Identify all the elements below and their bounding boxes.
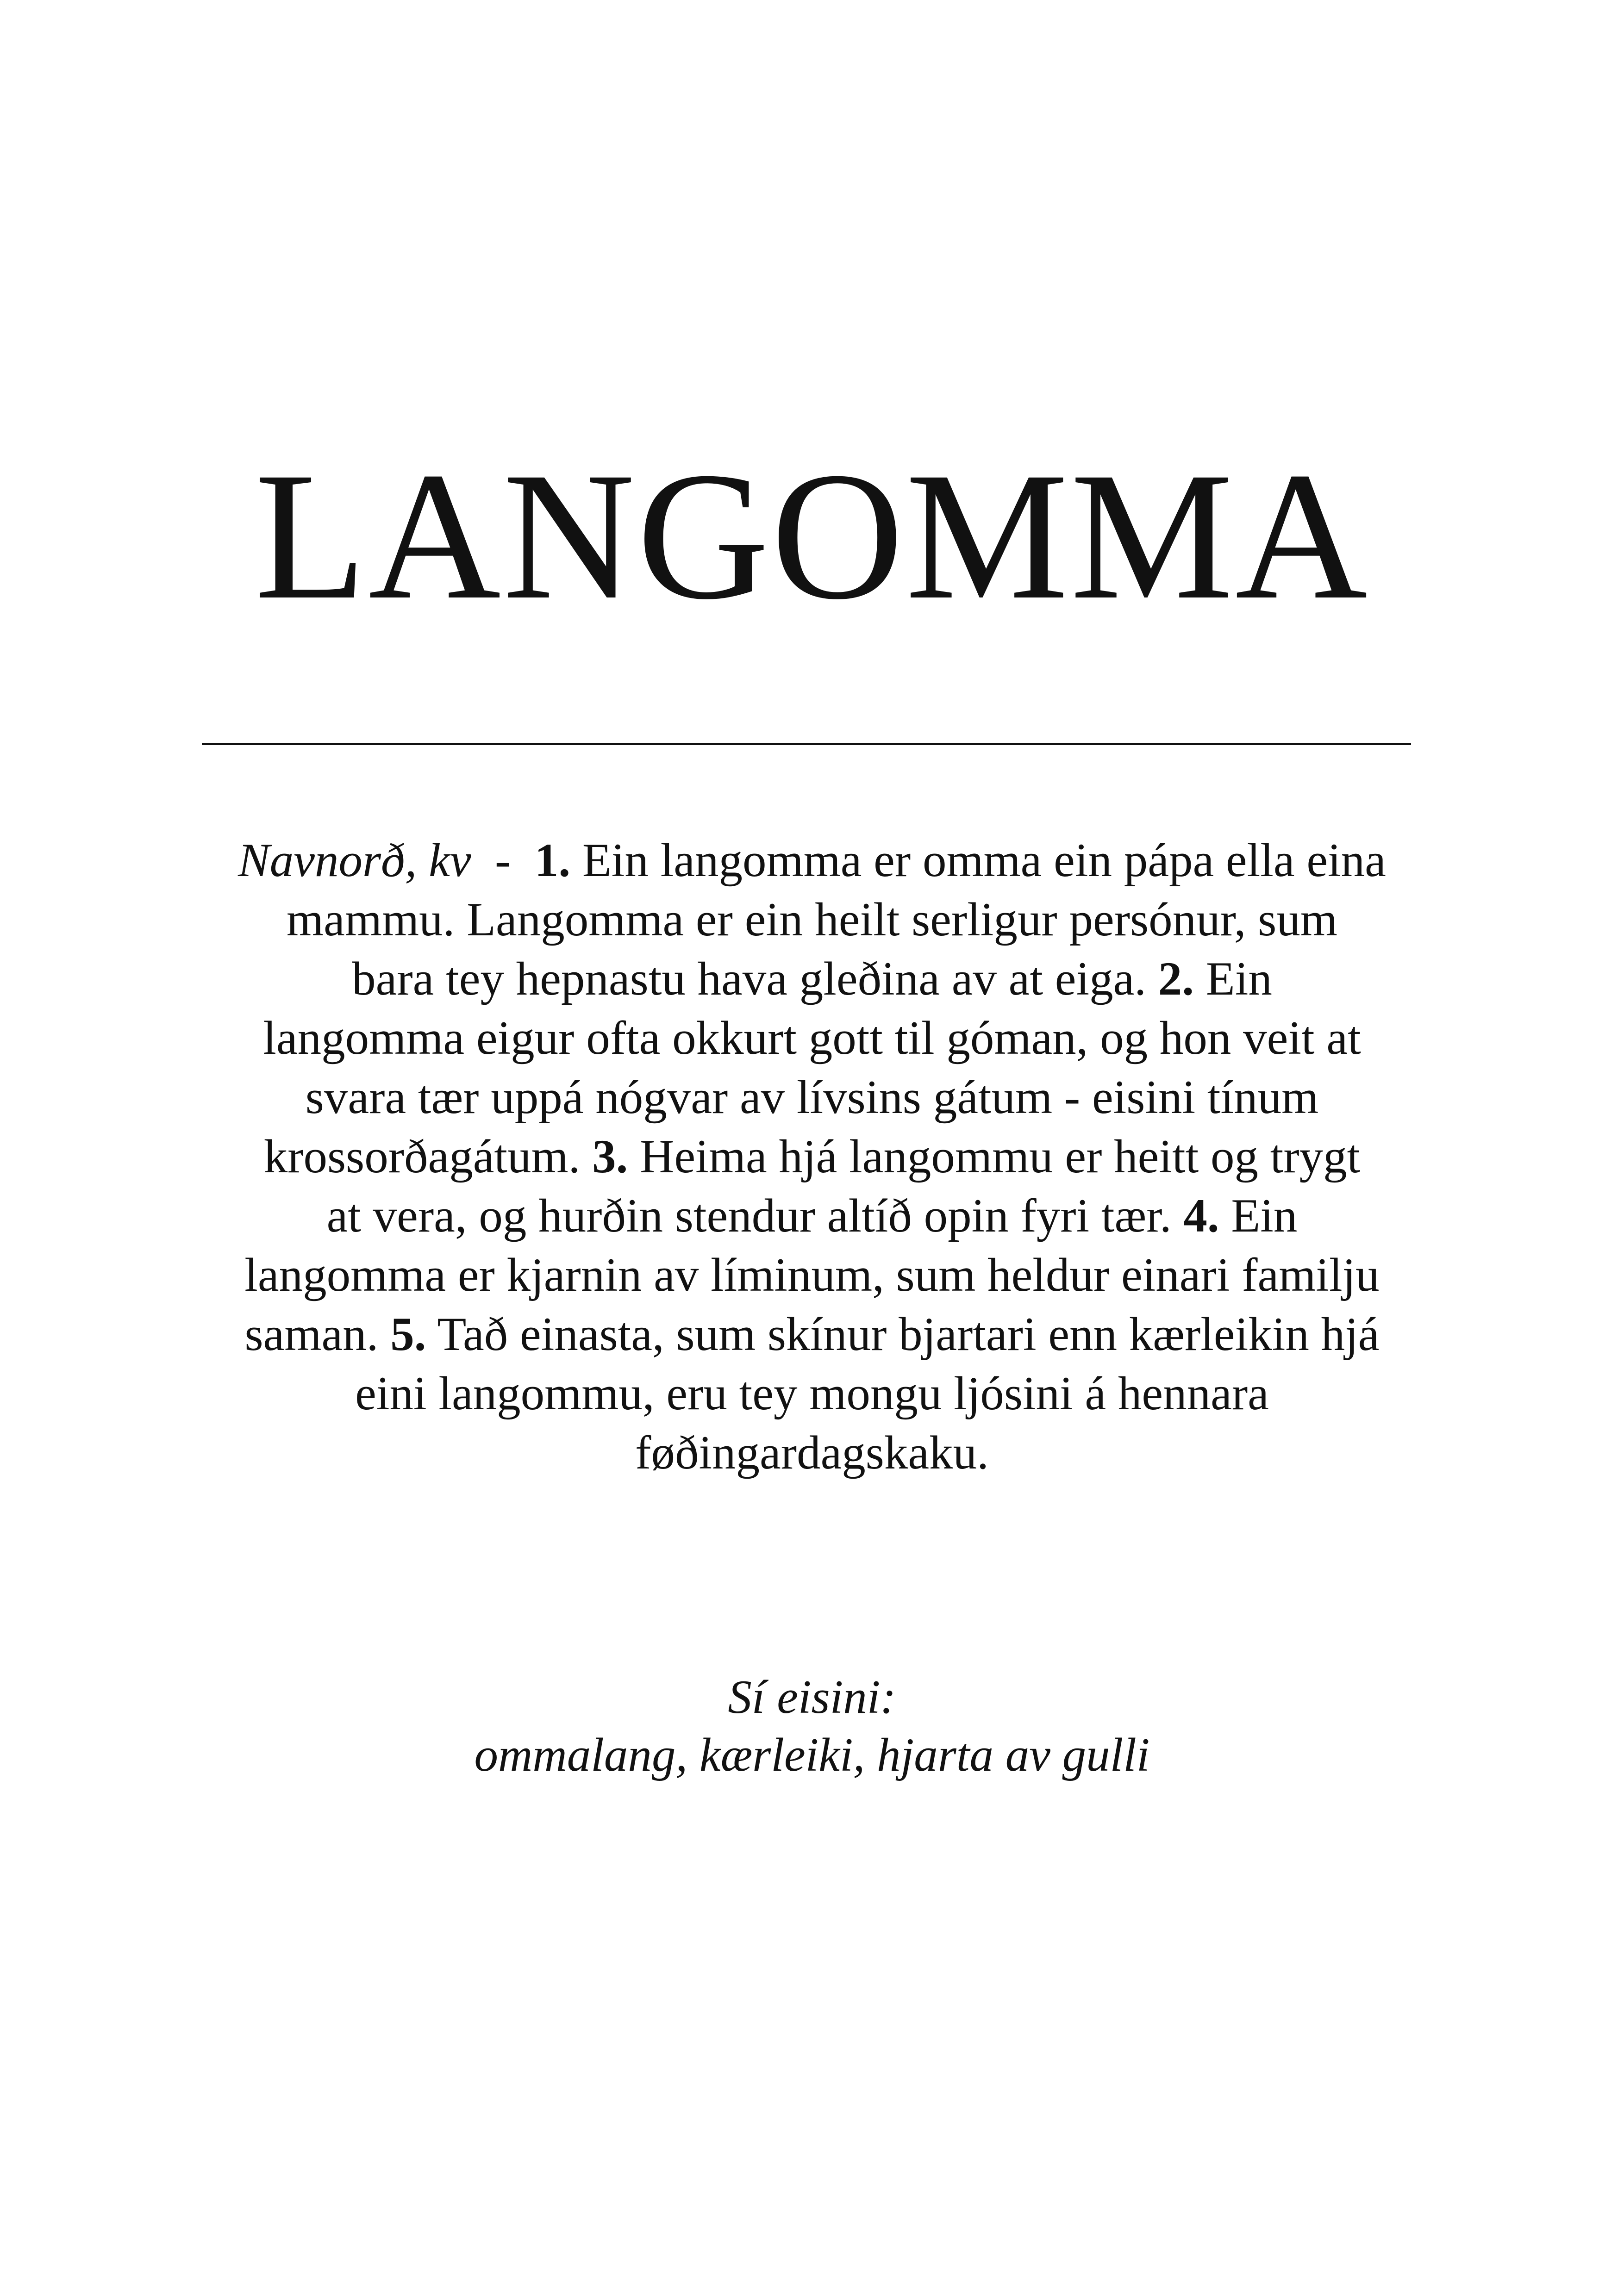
definition-line [139, 1423, 1485, 1482]
definition-line [139, 1186, 1485, 1245]
definition-line [139, 890, 1485, 949]
definition-line [139, 1364, 1485, 1423]
see-also-terms: ommalang, kærleiki, hjarta av gulli [474, 1729, 1150, 1781]
word-class: Navnorð, kv [238, 834, 471, 887]
definition-run: svara tær uppá nógvar av lívsins gátum - eisini tínum [305, 1071, 1319, 1124]
divider [202, 743, 1411, 745]
definition-run: føðingardagskaku. [635, 1426, 989, 1479]
definition-line [139, 831, 1485, 890]
definition-run: - [471, 834, 535, 887]
definition-line [139, 1305, 1485, 1364]
definition-run: Ein [1194, 952, 1272, 1005]
definition-run: langomma eigur ofta okkurt gott til góman, og hon veit at [263, 1012, 1361, 1064]
definition-run: Ein [1219, 1189, 1298, 1242]
definition-line [139, 1068, 1485, 1127]
definition-run: krossorðagátum. [263, 1130, 593, 1183]
definition-line [139, 1008, 1485, 1068]
definition-line [139, 949, 1485, 1008]
definition-line [139, 1127, 1485, 1186]
page-title: LANGOMMA [255, 434, 1369, 637]
definition-run: at vera, og hurðin stendur altíð opin fyri tær. [326, 1189, 1184, 1242]
definition-line [139, 1245, 1485, 1305]
definition-text [139, 831, 1485, 1482]
sense-number: 2. [1158, 952, 1194, 1005]
sense-number: 1. [534, 834, 571, 887]
definition-run: Tað einasta, sum skínur bjartari enn kærleikin hjá [426, 1308, 1380, 1361]
definition-run: Ein langomma er omma ein pápa ella eina [570, 834, 1386, 887]
sense-number: 5. [390, 1308, 426, 1361]
definition-run: eini langommu, eru tey mongu ljósini á hennara [355, 1367, 1269, 1420]
definition-run: bara tey hepnastu hava gleðina av at eiga. [352, 952, 1158, 1005]
definition-run: saman. [244, 1308, 391, 1361]
definition-run: langomma er kjarnin av líminum, sum heldur einari familju [244, 1249, 1380, 1301]
see-also-label: Sí eisini: [728, 1671, 896, 1724]
sense-number: 3. [592, 1130, 628, 1183]
definition-run: Heima hjá langommu er heitt og trygt [628, 1130, 1361, 1183]
see-also [0, 1668, 1624, 1784]
sense-number: 4. [1183, 1189, 1219, 1242]
definition-run: mammu. Langomma er ein heilt serligur persónur, sum [287, 893, 1337, 946]
